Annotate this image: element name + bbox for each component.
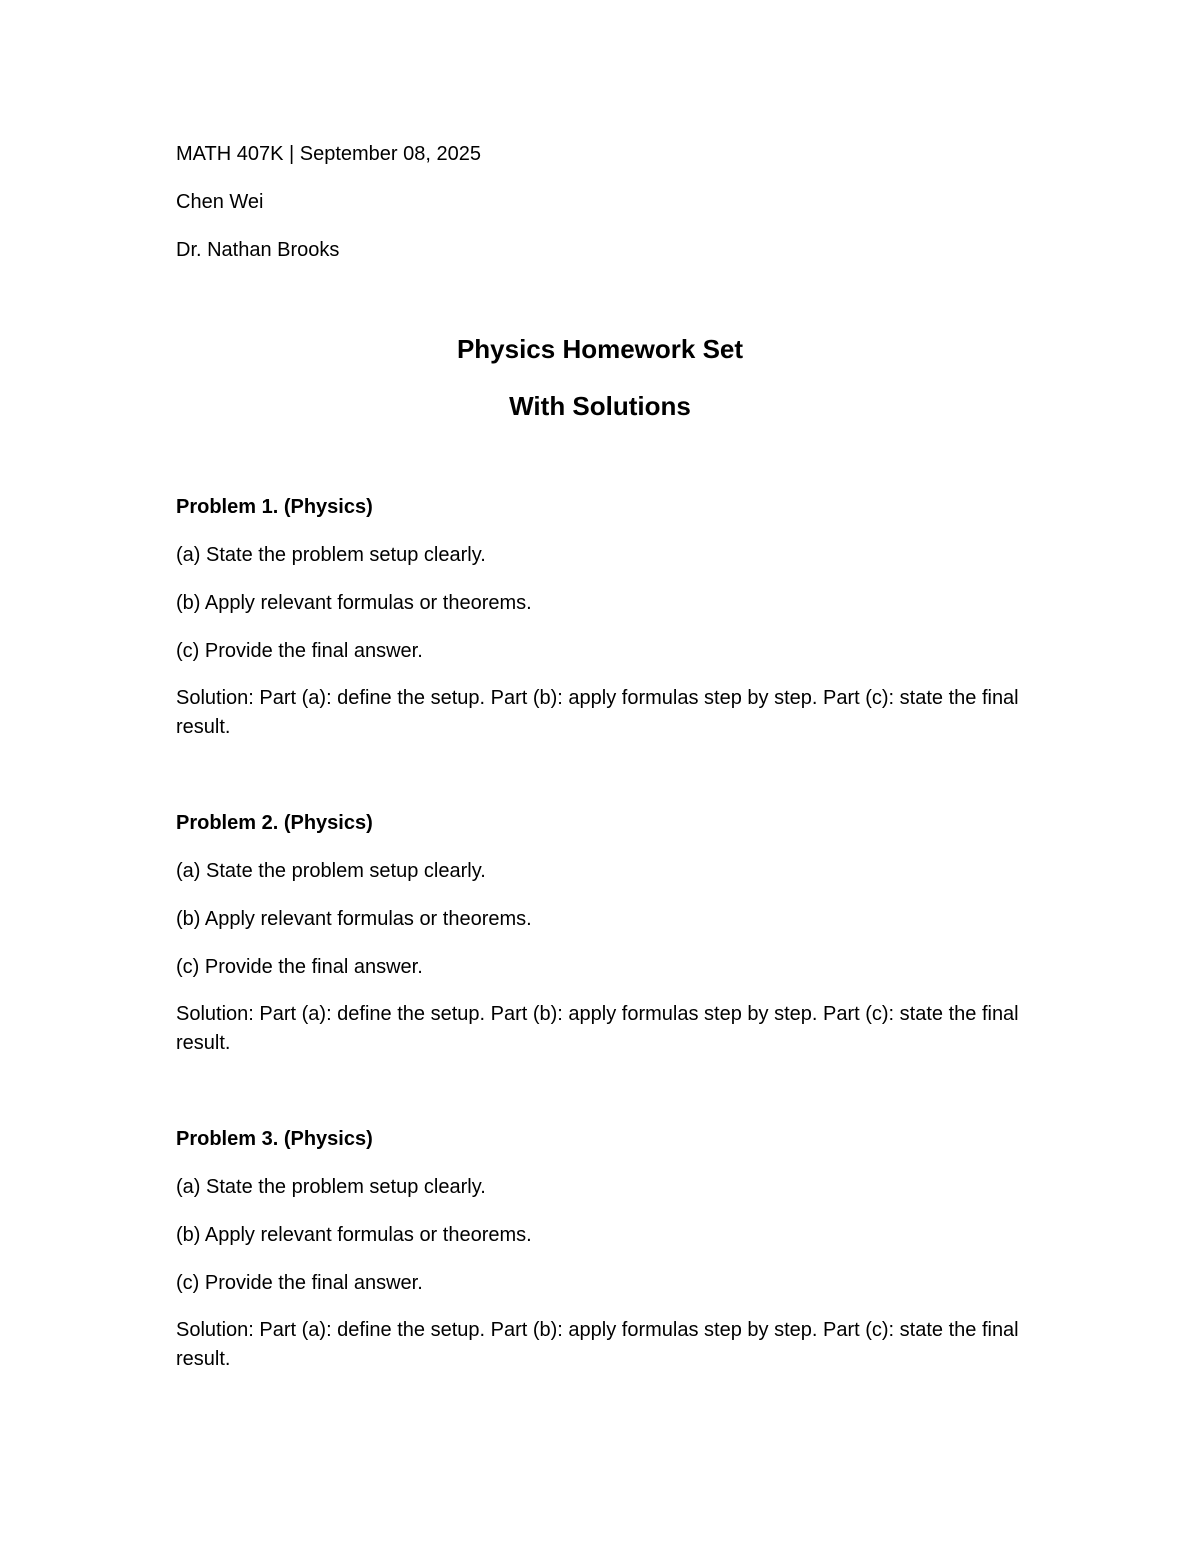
problem-1-solution: Solution: Part (a): define the setup. Part (b): apply formulas step by step. Part (c): state the final result. (176, 687, 1019, 738)
problem-3-part-c: (c) Provide the final answer. (176, 1272, 423, 1294)
problem-3-solution: Solution: Part (a): define the setup. Part (b): apply formulas step by step. Part (c): state the final result. (176, 1319, 1019, 1370)
problem-1-part-b: (b) Apply relevant formulas or theorems. (176, 592, 532, 614)
document-subtitle: With Solutions (509, 391, 691, 421)
problem-3-heading: Problem 3. (Physics) (176, 1128, 373, 1150)
course-date-line: MATH 407K | September 08, 2025 (176, 143, 481, 165)
student-name: Chen Wei (176, 191, 264, 213)
problem-2-part-c: (c) Provide the final answer. (176, 956, 423, 978)
problem-2-part-a: (a) State the problem setup clearly. (176, 860, 486, 882)
document-title: Physics Homework Set (456, 334, 744, 364)
problem-1-part-a: (a) State the problem setup clearly. (176, 544, 486, 566)
problem-2-part-b: (b) Apply relevant formulas or theorems. (176, 908, 532, 930)
instructor-name: Dr. Nathan Brooks (176, 239, 340, 261)
problem-1-part-c: (c) Provide the final answer. (176, 640, 423, 662)
problem-2-heading: Problem 2. (Physics) (176, 812, 373, 834)
problem-1-heading: Problem 1. (Physics) (176, 496, 373, 518)
problem-3-part-b: (b) Apply relevant formulas or theorems. (176, 1224, 532, 1246)
problem-2-solution: Solution: Part (a): define the setup. Part (b): apply formulas step by step. Part (c): state the final result. (176, 1003, 1019, 1054)
problem-3-part-a: (a) State the problem setup clearly. (176, 1176, 486, 1198)
